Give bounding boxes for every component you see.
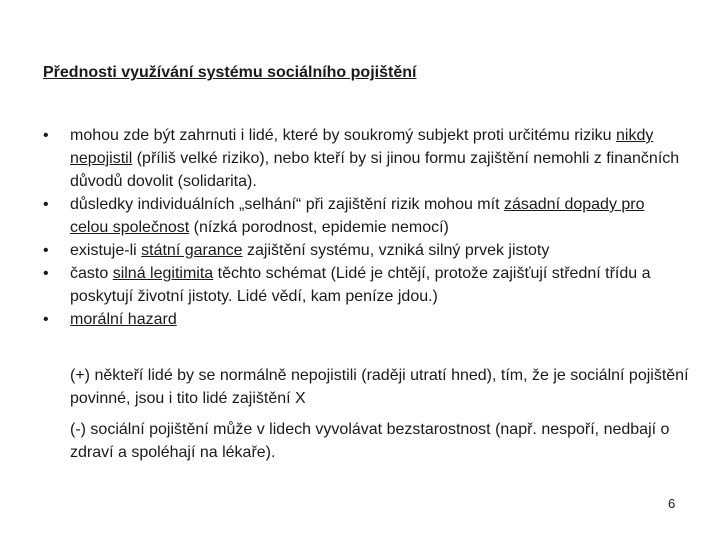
bullet-item — [43, 193, 683, 239]
bullet-text-pre: existuje-li — [70, 242, 142, 259]
bullet-item — [43, 239, 683, 262]
bullet-item — [43, 124, 683, 193]
slide-title: Přednosti využívání systému sociálního pojištění — [43, 64, 417, 81]
bullet-text-underlined: státní garance — [141, 242, 243, 259]
bullet-text-pre: často — [70, 265, 113, 282]
bullet-text-underlined: zásadní dopady pro celou společnost — [70, 196, 645, 236]
bullet-text-pre: mohou zde být zahrnuti i lidé, které by soukromý subjekt proti určitému riziku — [70, 127, 617, 144]
bullet-text-post: (příliš velké riziko), nebo kteří by si jinou formu zajištění nemohli z finančních důvodů dovolit (solidarita). — [70, 150, 680, 190]
page-number: 6 — [668, 496, 676, 511]
bullet-text-post: zajištění systému, vzniká silný prvek jistoty — [242, 242, 550, 259]
bullet-text-underlined: silná legitimita — [112, 265, 214, 282]
bullet-text-underlined: morální hazard — [70, 311, 177, 328]
sub-line-plus: (+) někteří lidé by se normálně nepojistili (raději utratí hned), tím, že je sociální pojištění povinné, jsou i tito lidé zajištění X — [70, 367, 689, 407]
bullet-text-post: těchto schémat (Lidé je chtějí, protože zajišťují střední třídu a poskytují životní jistoty. Lidé vědí, kam peníze jdou.) — [70, 265, 651, 305]
bullet-list — [43, 124, 683, 331]
sub-line-minus: (-) sociální pojištění může v lidech vyvolávat bezstarostnost (např. nespoří, nedbají o zdraví a spoléhají na lékaře). — [70, 421, 670, 461]
bullet-item — [43, 262, 683, 308]
bullet-text-pre: důsledky individuálních „selhání“ při zajištění rizik mohou mít — [70, 196, 504, 213]
bullet-text-post: (nízká porodnost, epidemie nemocí) — [189, 219, 449, 236]
bullet-item — [43, 308, 683, 331]
bullet-text-underlined: nikdy nepojistil — [70, 127, 654, 167]
